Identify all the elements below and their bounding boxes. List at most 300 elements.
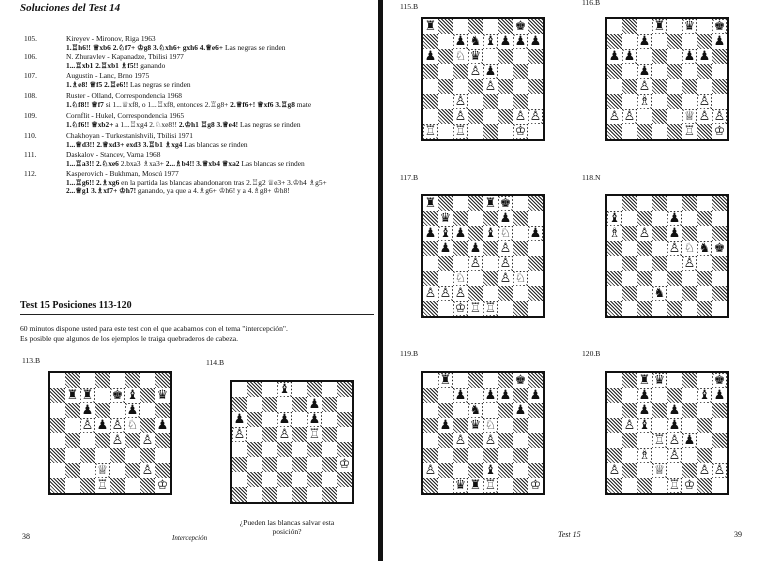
board-square — [513, 478, 528, 493]
board-square — [712, 241, 727, 256]
board-square — [50, 463, 65, 478]
black-pawn-icon: ♟ — [96, 418, 109, 433]
diagram-label-118: 118.N — [582, 173, 601, 182]
board-square — [140, 388, 155, 403]
black-rook-icon: ♜ — [424, 19, 437, 34]
comment-text: Kasperovich - Bukhman, Moscú 1977 — [66, 169, 179, 178]
white-pawn-icon: ♙ — [499, 256, 512, 271]
board-square — [498, 403, 513, 418]
board-square — [453, 19, 468, 34]
solution-line — [66, 101, 311, 110]
white-rook-icon: ♖ — [683, 124, 696, 139]
board-square — [438, 301, 453, 316]
board-square — [682, 211, 697, 226]
white-pawn-icon: ♙ — [454, 286, 467, 301]
chess-diagram-114 — [230, 380, 354, 504]
black-pawn-icon: ♟ — [499, 34, 512, 49]
board-square — [528, 196, 543, 211]
solution-number: 108. — [24, 91, 37, 100]
board-square — [607, 301, 622, 316]
white-king-icon: ♔ — [529, 478, 542, 493]
board-square — [155, 433, 170, 448]
board-square — [607, 226, 622, 241]
board-square — [247, 397, 262, 412]
white-pawn-icon: ♙ — [81, 418, 94, 433]
board-square — [50, 373, 65, 388]
board-square — [140, 373, 155, 388]
board-square — [697, 388, 712, 403]
board-square — [528, 433, 543, 448]
board-square — [667, 403, 682, 418]
board-square — [423, 373, 438, 388]
board-square — [438, 211, 453, 226]
board-square — [667, 124, 682, 139]
board-square — [682, 79, 697, 94]
board-square — [277, 382, 292, 397]
board-square — [438, 433, 453, 448]
move-text: 1...♕d3!! 2.♕xd3+ exd3 3.♖b1 ♗xg4 — [66, 139, 183, 149]
black-king-icon: ♚ — [111, 388, 124, 403]
board-square — [453, 196, 468, 211]
board-square — [513, 34, 528, 49]
board-square — [438, 271, 453, 286]
board-square — [438, 124, 453, 139]
board-square — [140, 433, 155, 448]
board-square — [697, 433, 712, 448]
white-king-icon: ♔ — [454, 301, 467, 316]
board-square — [453, 49, 468, 64]
board-square — [468, 94, 483, 109]
board-square — [697, 94, 712, 109]
board-square — [247, 427, 262, 442]
board-square — [513, 241, 528, 256]
solution-number: 105. — [24, 34, 37, 43]
black-pawn-icon: ♟ — [499, 388, 512, 403]
board-square — [483, 433, 498, 448]
white-pawn-icon: ♙ — [469, 64, 482, 79]
board-square — [667, 286, 682, 301]
black-pawn-icon: ♟ — [668, 211, 681, 226]
board-square — [468, 49, 483, 64]
move-text: 2.♕f6+! ♕xf6 3.♖g8 — [230, 99, 295, 109]
board-square — [483, 64, 498, 79]
board-square — [453, 226, 468, 241]
board-square — [468, 478, 483, 493]
board-square — [682, 301, 697, 316]
black-bishop-icon: ♝ — [126, 388, 139, 403]
board-square — [322, 472, 337, 487]
board-square — [65, 388, 80, 403]
board-square — [652, 109, 667, 124]
board-square — [483, 94, 498, 109]
board-square — [262, 442, 277, 457]
board-square — [453, 373, 468, 388]
white-pawn-icon: ♙ — [499, 271, 512, 286]
black-pawn-icon: ♟ — [668, 226, 681, 241]
board-square — [667, 373, 682, 388]
board-square — [682, 418, 697, 433]
board-square — [637, 19, 652, 34]
black-queen-icon: ♛ — [469, 418, 482, 433]
board-square — [667, 463, 682, 478]
board-square — [712, 301, 727, 316]
white-pawn-icon: ♙ — [484, 79, 497, 94]
board-square — [528, 301, 543, 316]
board-square — [438, 94, 453, 109]
board-square — [712, 433, 727, 448]
board-square — [423, 433, 438, 448]
board-square — [125, 418, 140, 433]
board-square — [468, 373, 483, 388]
white-rook-icon: ♖ — [454, 124, 467, 139]
board-square — [498, 478, 513, 493]
board-square — [483, 241, 498, 256]
board-square — [307, 397, 322, 412]
board-square — [483, 256, 498, 271]
black-king-icon: ♚ — [514, 19, 527, 34]
board-square — [622, 478, 637, 493]
board-square — [453, 433, 468, 448]
board-square — [292, 442, 307, 457]
white-bishop-icon: ♗ — [638, 94, 651, 109]
black-rook-icon: ♜ — [81, 388, 94, 403]
board-square — [468, 226, 483, 241]
black-pawn-icon: ♟ — [439, 241, 452, 256]
board-square — [277, 472, 292, 487]
board-square — [453, 34, 468, 49]
black-queen-icon: ♛ — [439, 211, 452, 226]
white-pawn-icon: ♙ — [424, 286, 437, 301]
board-square — [652, 34, 667, 49]
board-square — [652, 124, 667, 139]
comment-text: N. Zhuravlev - Kapanadze, Tbilisi 1977 — [66, 52, 184, 61]
board-square — [622, 19, 637, 34]
black-rook-icon: ♜ — [424, 196, 437, 211]
white-pawn-icon: ♙ — [698, 94, 711, 109]
board-square — [110, 373, 125, 388]
board-square — [607, 211, 622, 226]
board-square — [262, 472, 277, 487]
board-square — [337, 397, 352, 412]
board-square — [667, 211, 682, 226]
move-text: 1...♖xb1 2.♖xb1 ♗f5!! — [66, 60, 139, 70]
solution-line — [66, 81, 191, 90]
board-square — [110, 418, 125, 433]
board-square — [712, 109, 727, 124]
white-pawn-icon: ♙ — [608, 109, 621, 124]
board-square — [483, 373, 498, 388]
caption-line-1: ¿Pueden las blancas salvar esta — [239, 518, 335, 527]
board-square — [652, 211, 667, 226]
board-square — [307, 427, 322, 442]
board-square — [712, 256, 727, 271]
board-square — [697, 211, 712, 226]
board-square — [607, 196, 622, 211]
board-square — [498, 241, 513, 256]
board-square — [513, 301, 528, 316]
board-square — [697, 256, 712, 271]
board-square — [513, 388, 528, 403]
board-square — [423, 124, 438, 139]
black-pawn-icon: ♟ — [529, 226, 542, 241]
board-square — [292, 487, 307, 502]
chess-diagram-115 — [421, 17, 545, 141]
move-text: 1.♗e8! ♕f5 2.♖e6!! — [66, 79, 129, 89]
white-pawn-icon: ♙ — [713, 109, 726, 124]
board-square — [95, 463, 110, 478]
board-square — [513, 19, 528, 34]
black-queen-icon: ♛ — [653, 373, 666, 388]
black-knight-icon: ♞ — [469, 34, 482, 49]
board-square — [667, 448, 682, 463]
board-square — [155, 448, 170, 463]
board-square — [498, 226, 513, 241]
board-square — [110, 433, 125, 448]
black-rook-icon: ♜ — [653, 19, 666, 34]
black-bishop-icon: ♝ — [484, 34, 497, 49]
comment-text: Las blancas se rinden — [182, 139, 248, 149]
board-square — [95, 478, 110, 493]
black-pawn-icon: ♟ — [454, 388, 467, 403]
black-king-icon: ♚ — [713, 241, 726, 256]
comment-text: si 1...♕xf8, o 1...♖xf8, entonces 2.♖g8+ — [103, 99, 231, 109]
board-square — [322, 442, 337, 457]
board-square — [513, 256, 528, 271]
board-square — [483, 403, 498, 418]
board-square — [697, 448, 712, 463]
board-square — [682, 403, 697, 418]
board-square — [637, 256, 652, 271]
white-king-icon: ♔ — [683, 478, 696, 493]
black-bishop-icon: ♝ — [638, 418, 651, 433]
board-square — [483, 286, 498, 301]
board-square — [637, 373, 652, 388]
board-square — [322, 397, 337, 412]
move-text: 1.♘f6!! ♕xb2+ — [66, 119, 114, 129]
board-square — [468, 448, 483, 463]
board-square — [483, 463, 498, 478]
board-square — [712, 124, 727, 139]
board-square — [483, 301, 498, 316]
board-square — [140, 478, 155, 493]
board-square — [277, 487, 292, 502]
board-square — [337, 487, 352, 502]
chess-diagram-117 — [421, 194, 545, 318]
board-square — [682, 241, 697, 256]
board-square — [498, 271, 513, 286]
board-square — [682, 448, 697, 463]
solution-number: 111. — [24, 150, 37, 159]
board-square — [468, 64, 483, 79]
board-square — [652, 64, 667, 79]
black-knight-icon: ♞ — [469, 403, 482, 418]
board-square — [125, 463, 140, 478]
page-number-right: 39 — [734, 530, 742, 539]
board-square — [682, 226, 697, 241]
board-square — [652, 256, 667, 271]
board-square — [637, 286, 652, 301]
board-square — [513, 109, 528, 124]
board-square — [637, 418, 652, 433]
board-square — [438, 196, 453, 211]
board-square — [65, 448, 80, 463]
board-square — [667, 241, 682, 256]
white-king-icon: ♔ — [338, 457, 351, 472]
chess-diagram-113 — [48, 371, 172, 495]
board-square — [652, 286, 667, 301]
board-square — [277, 412, 292, 427]
board-square — [607, 34, 622, 49]
board-square — [468, 79, 483, 94]
black-pawn-icon: ♟ — [308, 412, 321, 427]
comment-text: Chakhoyan - Turkestanishvili, Tbilisi 1971 — [66, 131, 193, 140]
board-square — [697, 79, 712, 94]
board-square — [155, 373, 170, 388]
board-square — [483, 109, 498, 124]
board-square — [65, 478, 80, 493]
board-square — [622, 124, 637, 139]
board-square — [637, 448, 652, 463]
diagram-114-caption — [212, 518, 362, 536]
board-square — [667, 388, 682, 403]
board-square — [682, 478, 697, 493]
board-square — [712, 448, 727, 463]
move-text: 2...♕g1 3.♗xf7+ ♔h7! — [66, 186, 137, 196]
black-pawn-icon: ♟ — [683, 433, 696, 448]
board-square — [652, 463, 667, 478]
black-rook-icon: ♜ — [469, 478, 482, 493]
intro-line-2: Es posible que algunos de los ejemplos le traiga quebraderos de cabeza. — [20, 334, 239, 343]
black-king-icon: ♚ — [713, 19, 726, 34]
board-square — [468, 109, 483, 124]
comment-text: Las negras se rinden — [128, 79, 191, 89]
board-square — [140, 448, 155, 463]
board-square — [697, 64, 712, 79]
white-pawn-icon: ♙ — [514, 109, 527, 124]
white-knight-icon: ♘ — [454, 49, 467, 64]
board-square — [438, 373, 453, 388]
board-square — [483, 196, 498, 211]
black-pawn-icon: ♟ — [156, 418, 169, 433]
board-square — [438, 19, 453, 34]
black-pawn-icon: ♟ — [683, 49, 696, 64]
board-square — [667, 256, 682, 271]
board-square — [262, 412, 277, 427]
board-square — [607, 418, 622, 433]
board-square — [423, 463, 438, 478]
board-square — [528, 34, 543, 49]
board-square — [247, 472, 262, 487]
board-square — [483, 79, 498, 94]
board-square — [682, 433, 697, 448]
board-square — [637, 388, 652, 403]
board-square — [712, 64, 727, 79]
board-square — [513, 49, 528, 64]
board-square — [498, 418, 513, 433]
board-square — [498, 388, 513, 403]
board-square — [423, 211, 438, 226]
board-square — [652, 301, 667, 316]
board-square — [637, 226, 652, 241]
solution-number: 109. — [24, 111, 37, 120]
board-square — [423, 79, 438, 94]
board-square — [622, 373, 637, 388]
board-square — [637, 403, 652, 418]
board-square — [453, 256, 468, 271]
board-square — [528, 256, 543, 271]
diagram-label-114: 114.B — [206, 358, 225, 367]
white-pawn-icon: ♙ — [623, 109, 636, 124]
board-square — [528, 94, 543, 109]
white-pawn-icon: ♙ — [454, 433, 467, 448]
move-text: 1...♖a3!! 2.♘xe6 — [66, 158, 119, 168]
black-pawn-icon: ♟ — [608, 49, 621, 64]
page-number-left: 38 — [22, 532, 30, 541]
footer-right: Test 15 — [558, 530, 581, 539]
board-square — [682, 271, 697, 286]
board-square — [622, 286, 637, 301]
white-rook-icon: ♖ — [484, 478, 497, 493]
board-square — [423, 226, 438, 241]
board-square — [528, 19, 543, 34]
board-square — [247, 382, 262, 397]
board-square — [528, 211, 543, 226]
diagram-label-116: 116.B — [582, 0, 601, 7]
board-square — [292, 427, 307, 442]
solution-line — [66, 141, 248, 150]
solution-line — [66, 44, 286, 53]
board-square — [155, 418, 170, 433]
left-page — [0, 0, 378, 561]
board-square — [277, 427, 292, 442]
board-square — [322, 382, 337, 397]
board-square — [423, 271, 438, 286]
board-square — [95, 373, 110, 388]
black-pawn-icon: ♟ — [668, 418, 681, 433]
white-rook-icon: ♖ — [653, 433, 666, 448]
black-queen-icon: ♛ — [469, 49, 482, 64]
board-square — [697, 124, 712, 139]
board-square — [468, 34, 483, 49]
board-square — [498, 463, 513, 478]
board-square — [697, 286, 712, 301]
board-square — [513, 463, 528, 478]
board-square — [438, 403, 453, 418]
board-square — [652, 388, 667, 403]
board-square — [483, 226, 498, 241]
comment-text: en la partida las blancas abandonaron tras 2.♖g2 ♕e3+ 3.♔h4 ♗g5+ — [119, 177, 327, 187]
board-square — [110, 478, 125, 493]
comment-text: ganando, ya que a 4.♗g6+ ♔h6! y a 4.♗g8+ ♔h8! — [136, 186, 290, 196]
board-square — [652, 94, 667, 109]
board-square — [637, 34, 652, 49]
board-square — [483, 448, 498, 463]
board-square — [468, 256, 483, 271]
board-square — [65, 418, 80, 433]
board-square — [513, 211, 528, 226]
board-square — [607, 478, 622, 493]
board-square — [712, 403, 727, 418]
board-square — [292, 397, 307, 412]
board-square — [528, 373, 543, 388]
black-pawn-icon: ♟ — [439, 418, 452, 433]
board-square — [95, 388, 110, 403]
black-pawn-icon: ♟ — [514, 403, 527, 418]
white-pawn-icon: ♙ — [683, 256, 696, 271]
board-square — [438, 64, 453, 79]
board-square — [697, 418, 712, 433]
right-page — [384, 0, 768, 561]
